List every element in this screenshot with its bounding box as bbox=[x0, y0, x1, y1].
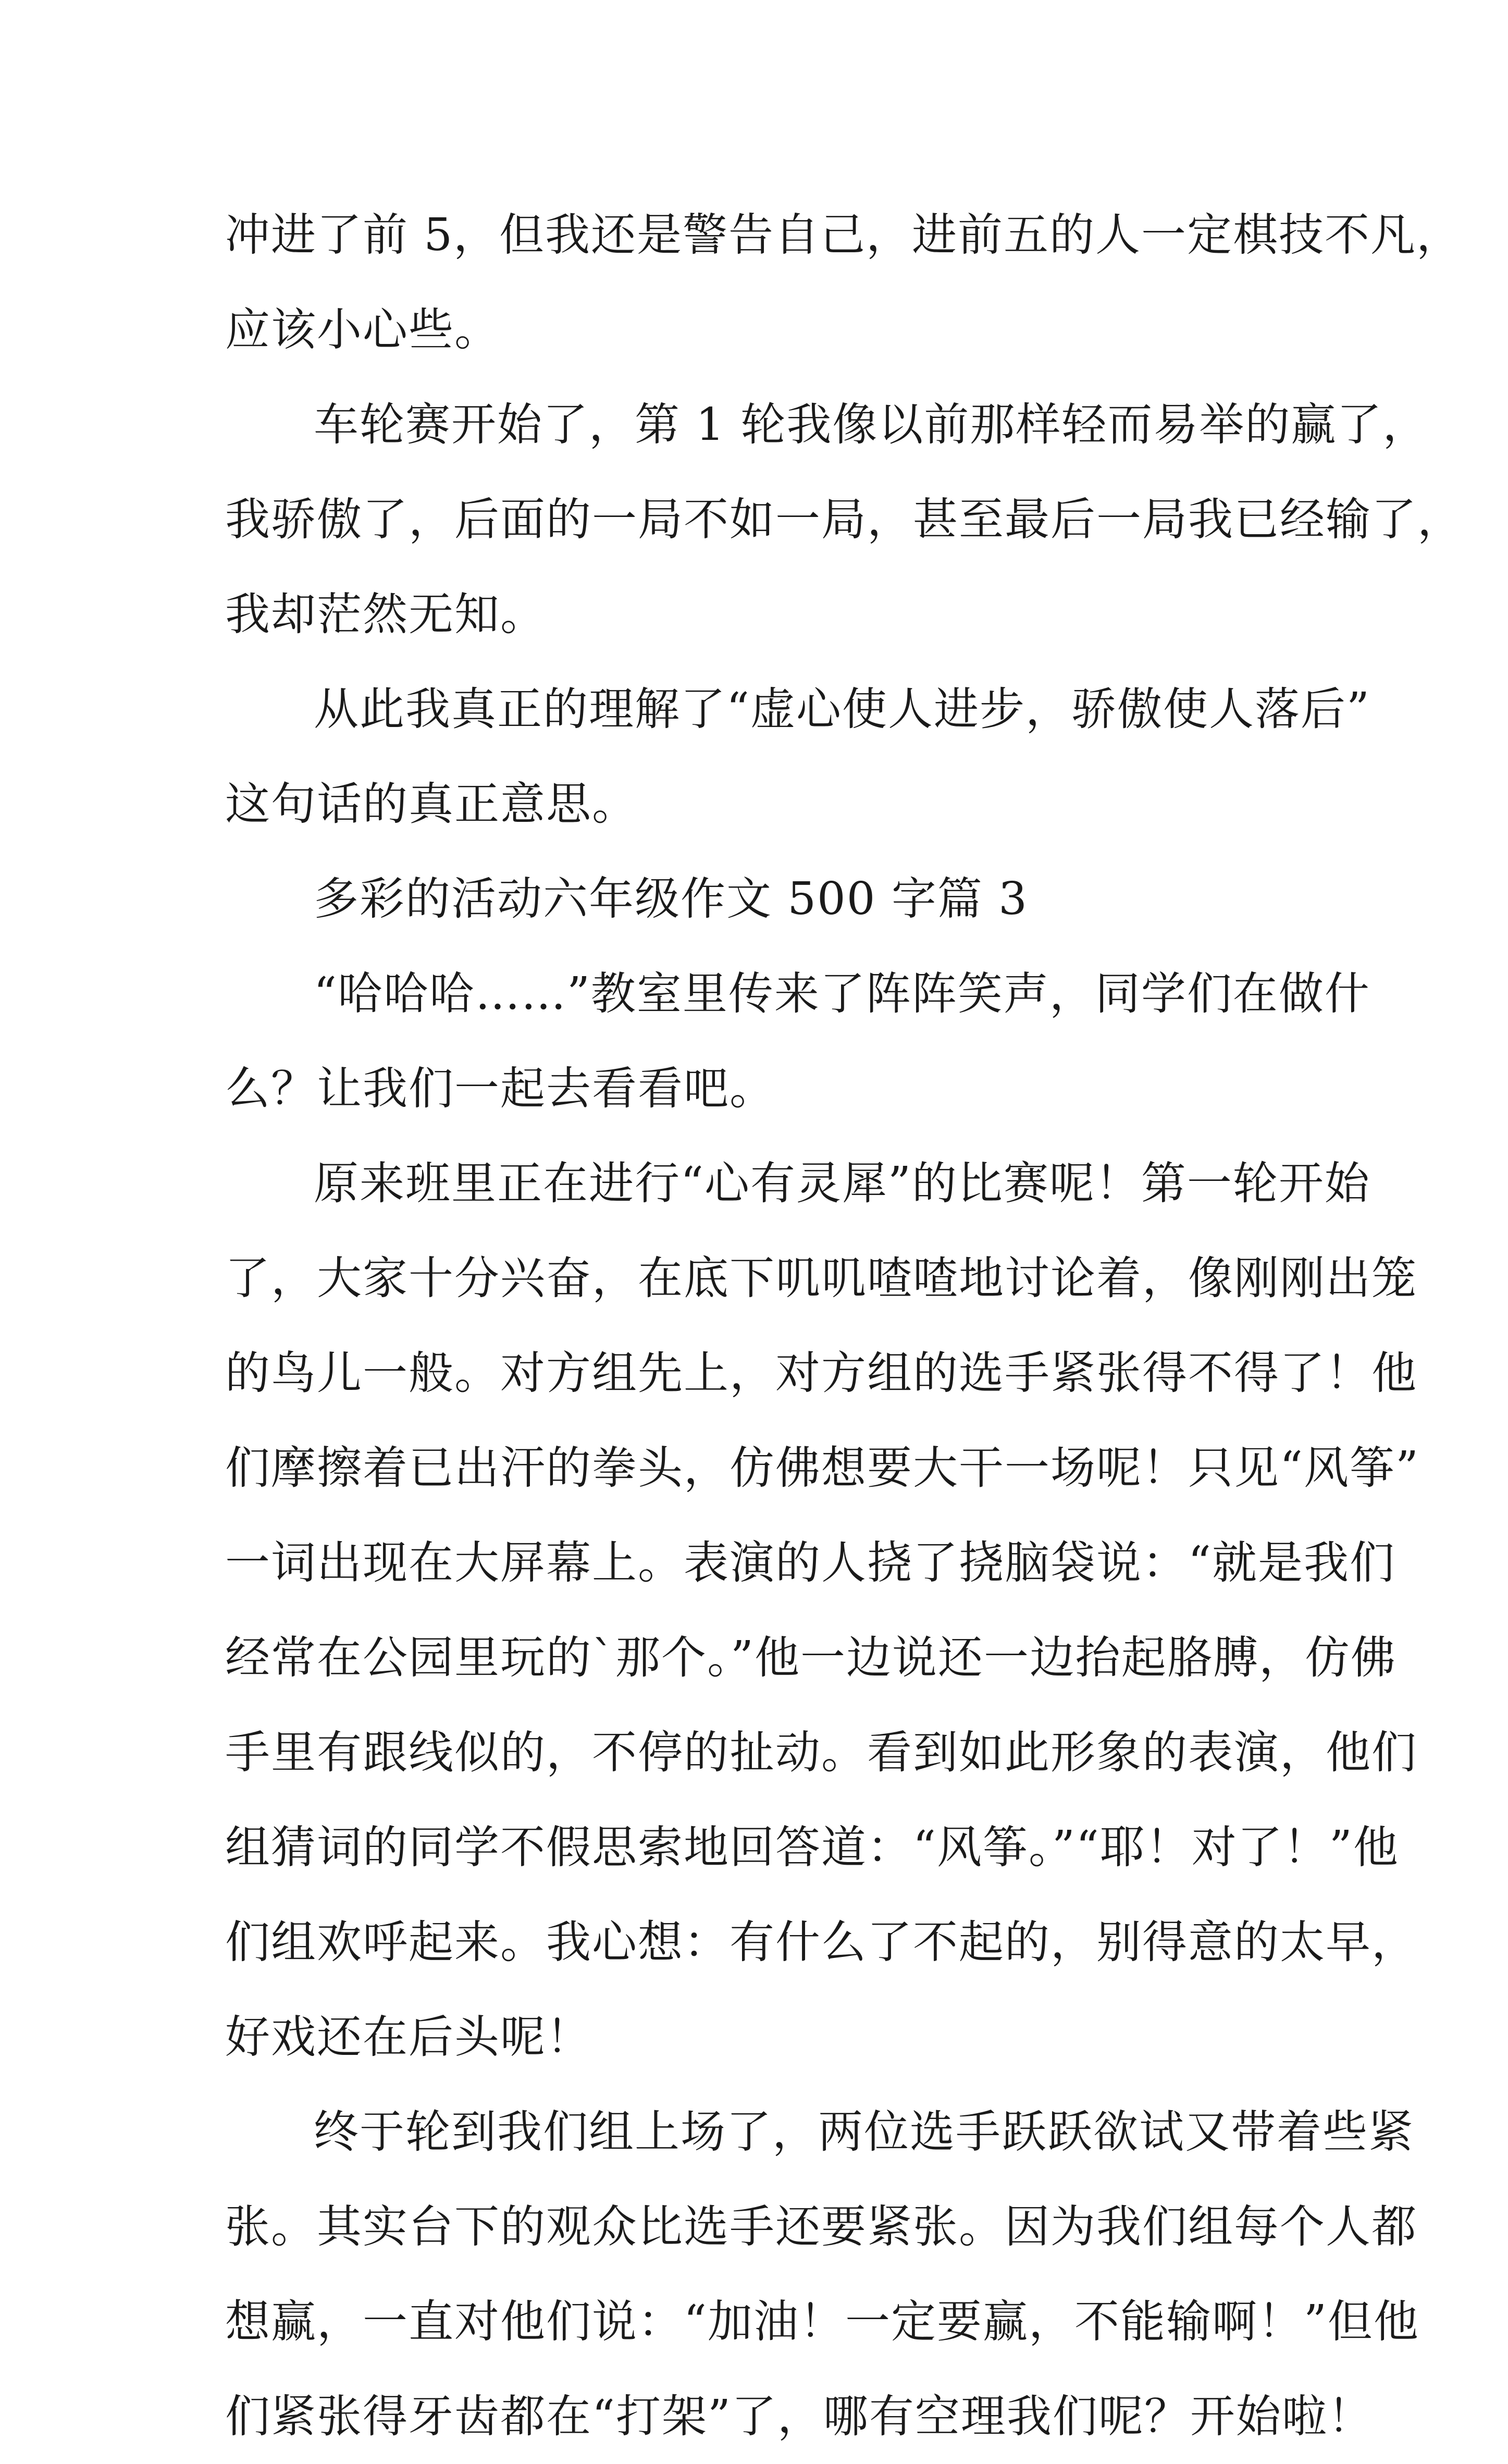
text-line: 这句话的真正意思。 bbox=[225, 778, 638, 830]
text-line: 么？让我们一起去看看吧。 bbox=[225, 1063, 775, 1115]
text-line: “哈哈哈……”教室里传来了阵阵笑声，同学们在做什 bbox=[314, 968, 1370, 1020]
text-line: 终于轮到我们组上场了，两位选手跃跃欲试又带着些紧 bbox=[314, 2106, 1414, 2158]
text-line: 的鸟儿一般。对方组先上，对方组的选手紧张得不得了！他 bbox=[225, 1347, 1417, 1399]
text-line: 张。其实台下的观众比选手还要紧张。因为我们组每个人都 bbox=[225, 2201, 1417, 2253]
text-line: 好戏还在后头呢！ bbox=[225, 2011, 592, 2063]
text-line: 们紧张得牙齿都在“打架”了，哪有空理我们呢？开始啦！ bbox=[225, 2391, 1374, 2443]
text-line: 我却茫然无知。 bbox=[225, 588, 546, 640]
section-heading: 多彩的活动六年级作文 500 字篇 3 bbox=[314, 873, 1028, 925]
document-body bbox=[225, 188, 1463, 2464]
text-line: 原来班里正在进行“心有灵犀”的比赛呢！第一轮开始 bbox=[314, 1157, 1370, 1210]
text-line: 们摩擦着已出汗的拳头，仿佛想要大干一场呢！只见“风筝” bbox=[225, 1442, 1419, 1494]
text-line: 想赢，一直对他们说：“加油！一定要赢，不能输啊！”但他 bbox=[225, 2296, 1419, 2348]
text-line: 我骄傲了，后面的一局不如一局，甚至最后一局我已经输了， bbox=[225, 494, 1463, 546]
text-line: 从此我真正的理解了“虚心使人进步，骄傲使人落后” bbox=[314, 683, 1370, 735]
text-line: 经常在公园里玩的`那个。”他一边说还一边抬起胳膊，仿佛 bbox=[225, 1632, 1396, 1684]
text-line: 们组欢呼起来。我心想：有什么了不起的，别得意的太早， bbox=[225, 1916, 1417, 1968]
text-line: 组猜词的同学不假思索地回答道：“风筝。”“耶！对了！”他 bbox=[225, 1821, 1399, 1874]
text-line: 车轮赛开始了，第 1 轮我像以前那样轻而易举的赢了， bbox=[314, 399, 1429, 451]
text-line: 冲进了前 5，但我还是警告自己，进前五的人一定棋技不凡， bbox=[225, 209, 1463, 261]
text-line: 了，大家十分兴奋，在底下叽叽喳喳地讨论着，像刚刚出笼 bbox=[225, 1252, 1417, 1304]
text-line: 应该小心些。 bbox=[225, 304, 500, 356]
text-line: 一词出现在大屏幕上。表演的人挠了挠脑袋说：“就是我们 bbox=[225, 1537, 1395, 1589]
text-line: 手里有跟线似的，不停的扯动。看到如此形象的表演，他们 bbox=[225, 1727, 1417, 1779]
